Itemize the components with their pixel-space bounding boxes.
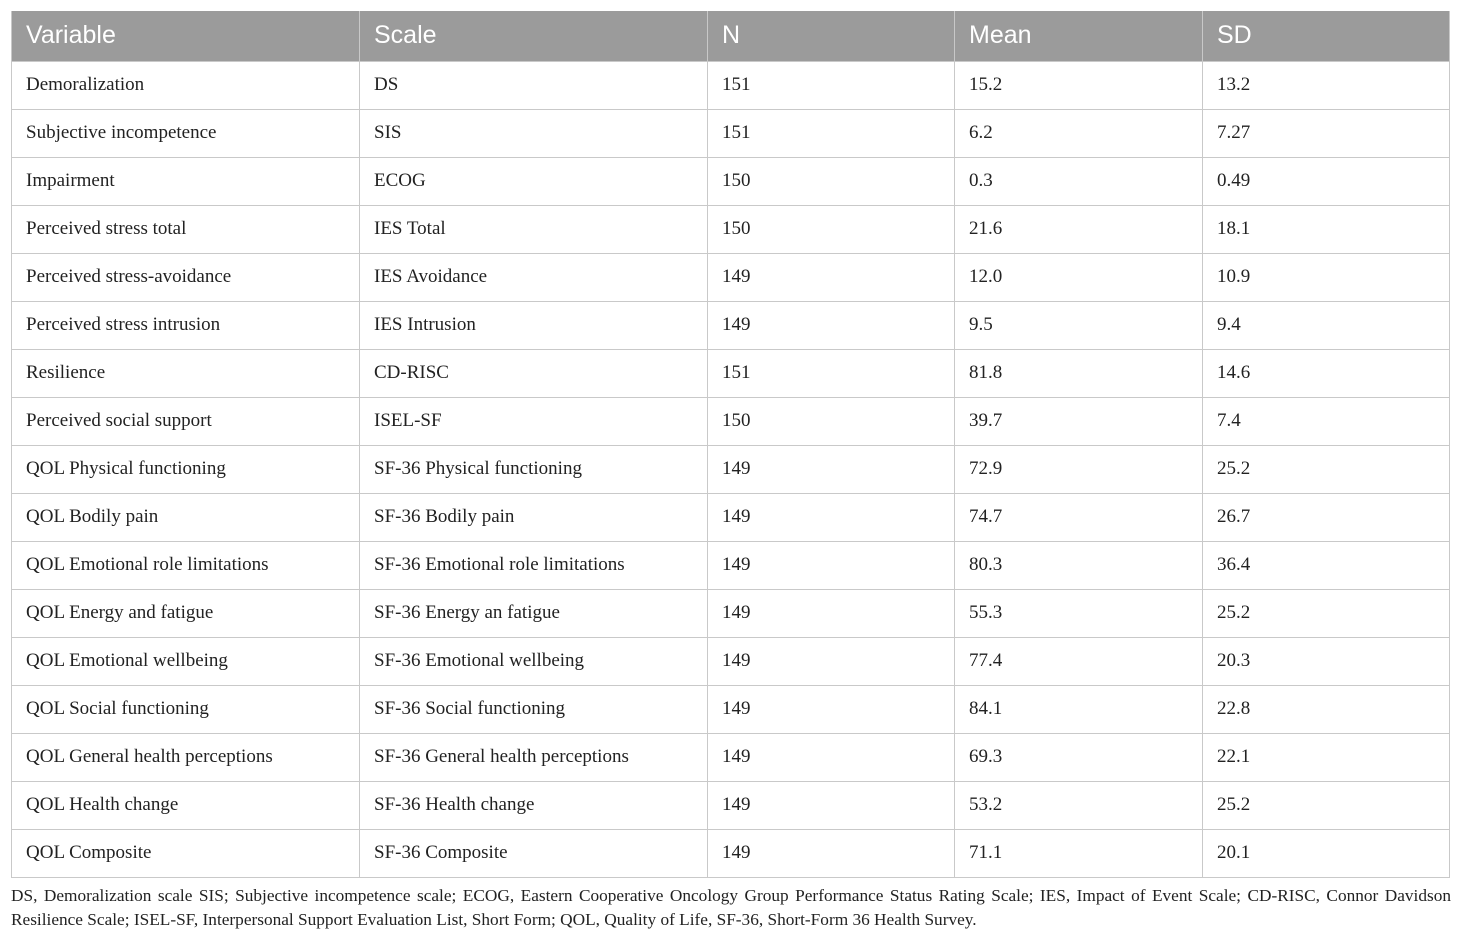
cell-scale: SF-36 Social functioning (360, 685, 708, 733)
cell-scale: IES Total (360, 205, 708, 253)
cell-scale: CD-RISC (360, 349, 708, 397)
cell-mean: 69.3 (955, 733, 1203, 781)
cell-sd: 22.1 (1203, 733, 1450, 781)
cell-sd: 7.4 (1203, 397, 1450, 445)
cell-variable: QOL Bodily pain (12, 493, 360, 541)
cell-scale: ECOG (360, 157, 708, 205)
table-row (12, 253, 1450, 301)
cell-scale: SF-36 Composite (360, 829, 708, 877)
header-n: N (708, 11, 955, 61)
cell-sd: 13.2 (1203, 61, 1450, 109)
cell-mean: 72.9 (955, 445, 1203, 493)
cell-mean: 74.7 (955, 493, 1203, 541)
cell-variable: QOL Physical functioning (12, 445, 360, 493)
cell-mean: 71.1 (955, 829, 1203, 877)
cell-mean: 15.2 (955, 61, 1203, 109)
cell-scale: DS (360, 61, 708, 109)
cell-variable: QOL Composite (12, 829, 360, 877)
cell-sd: 22.8 (1203, 685, 1450, 733)
table-row (12, 397, 1450, 445)
cell-sd: 18.1 (1203, 205, 1450, 253)
table-row (12, 589, 1450, 637)
table-row (12, 109, 1450, 157)
descriptive-statistics-table-container (11, 11, 1449, 878)
cell-mean: 21.6 (955, 205, 1203, 253)
table-row (12, 205, 1450, 253)
header-variable: Variable (12, 11, 360, 61)
table-row (12, 637, 1450, 685)
cell-variable: Subjective incompetence (12, 109, 360, 157)
cell-scale: SF-36 Emotional wellbeing (360, 637, 708, 685)
cell-variable: QOL Emotional role limitations (12, 541, 360, 589)
cell-sd: 20.1 (1203, 829, 1450, 877)
table-row (12, 157, 1450, 205)
table-row (12, 733, 1450, 781)
table-row (12, 541, 1450, 589)
cell-mean: 84.1 (955, 685, 1203, 733)
cell-mean: 9.5 (955, 301, 1203, 349)
table-row (12, 781, 1450, 829)
cell-sd: 25.2 (1203, 589, 1450, 637)
cell-n: 149 (708, 829, 955, 877)
table-footnote: DS, Demoralization scale SIS; Subjective incompetence scale; ECOG, Eastern Cooperative Oncology Group Performance Status Rating Scale; IES, Impact of Event Scale; CD-RISC, Connor Davidson Resilience Scale; ISEL-SF, Interpersonal Support Evaluation List, Short Form; QOL, Quality of Life, SF-36, Short-Form 36 Health Survey. (11, 886, 1451, 929)
cell-variable: Perceived social support (12, 397, 360, 445)
cell-n: 150 (708, 397, 955, 445)
cell-n: 151 (708, 109, 955, 157)
cell-n: 151 (708, 61, 955, 109)
cell-variable: Resilience (12, 349, 360, 397)
cell-mean: 12.0 (955, 253, 1203, 301)
header-scale: Scale (360, 11, 708, 61)
table-body (12, 61, 1450, 877)
cell-n: 149 (708, 589, 955, 637)
cell-sd: 25.2 (1203, 445, 1450, 493)
table-row (12, 829, 1450, 877)
cell-n: 149 (708, 493, 955, 541)
cell-scale: SF-36 General health perceptions (360, 733, 708, 781)
cell-n: 149 (708, 781, 955, 829)
cell-scale: SIS (360, 109, 708, 157)
cell-sd: 9.4 (1203, 301, 1450, 349)
cell-variable: Impairment (12, 157, 360, 205)
cell-scale: SF-36 Emotional role limitations (360, 541, 708, 589)
table-header (12, 11, 1450, 61)
descriptive-statistics-table (11, 11, 1450, 878)
cell-mean: 80.3 (955, 541, 1203, 589)
table-row (12, 493, 1450, 541)
cell-variable: QOL Energy and fatigue (12, 589, 360, 637)
cell-variable: Perceived stress-avoidance (12, 253, 360, 301)
cell-n: 149 (708, 637, 955, 685)
cell-n: 151 (708, 349, 955, 397)
cell-mean: 6.2 (955, 109, 1203, 157)
cell-n: 149 (708, 301, 955, 349)
cell-variable: Perceived stress intrusion (12, 301, 360, 349)
cell-sd: 0.49 (1203, 157, 1450, 205)
header-mean: Mean (955, 11, 1203, 61)
cell-variable: QOL Health change (12, 781, 360, 829)
cell-n: 150 (708, 157, 955, 205)
cell-sd: 14.6 (1203, 349, 1450, 397)
cell-mean: 0.3 (955, 157, 1203, 205)
cell-variable: QOL Emotional wellbeing (12, 637, 360, 685)
header-sd: SD (1203, 11, 1450, 61)
table-row (12, 445, 1450, 493)
cell-variable: QOL General health perceptions (12, 733, 360, 781)
cell-scale: SF-36 Energy an fatigue (360, 589, 708, 637)
cell-variable: QOL Social functioning (12, 685, 360, 733)
table-row (12, 61, 1450, 109)
cell-scale: SF-36 Physical functioning (360, 445, 708, 493)
cell-sd: 10.9 (1203, 253, 1450, 301)
table-row (12, 349, 1450, 397)
cell-scale: SF-36 Health change (360, 781, 708, 829)
cell-scale: IES Avoidance (360, 253, 708, 301)
cell-scale: IES Intrusion (360, 301, 708, 349)
cell-sd: 26.7 (1203, 493, 1450, 541)
cell-n: 149 (708, 541, 955, 589)
cell-mean: 53.2 (955, 781, 1203, 829)
cell-scale: SF-36 Bodily pain (360, 493, 708, 541)
cell-variable: Demoralization (12, 61, 360, 109)
table-row (12, 685, 1450, 733)
cell-sd: 20.3 (1203, 637, 1450, 685)
cell-n: 149 (708, 685, 955, 733)
cell-scale: ISEL-SF (360, 397, 708, 445)
cell-sd: 7.27 (1203, 109, 1450, 157)
cell-sd: 36.4 (1203, 541, 1450, 589)
cell-sd: 25.2 (1203, 781, 1450, 829)
cell-mean: 39.7 (955, 397, 1203, 445)
table-row (12, 301, 1450, 349)
cell-mean: 55.3 (955, 589, 1203, 637)
cell-n: 149 (708, 445, 955, 493)
cell-n: 150 (708, 205, 955, 253)
cell-variable: Perceived stress total (12, 205, 360, 253)
cell-n: 149 (708, 253, 955, 301)
cell-mean: 81.8 (955, 349, 1203, 397)
header-row (12, 11, 1450, 61)
cell-n: 149 (708, 733, 955, 781)
cell-mean: 77.4 (955, 637, 1203, 685)
